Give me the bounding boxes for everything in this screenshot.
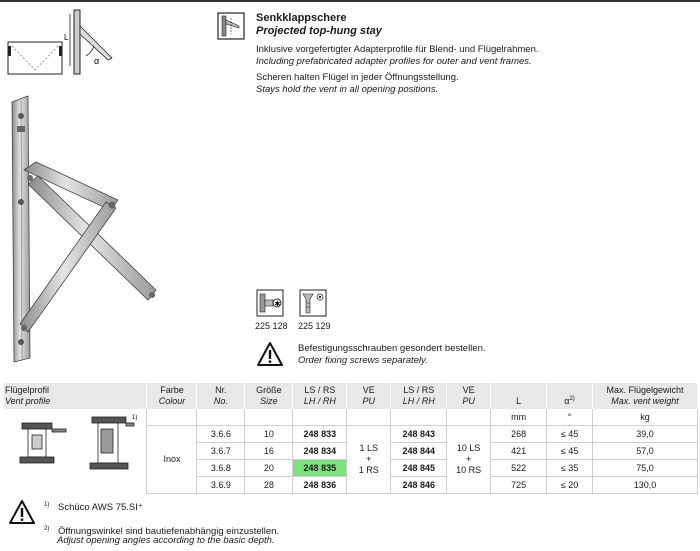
table-row: Inox 3.6.6 10 248 833 1 LS + 1 RS 248 843 10 LS + 10 RS 268 ≤ 45 39,0 [4,426,698,443]
top-rule [0,0,700,2]
notice-en: Order fixing screws separately. [298,355,428,366]
header-angle: $\alpha^{2)}$ [547,383,593,409]
profile-cross-section [4,409,144,481]
stay-illustration [6,92,166,364]
unit-angle: ° [547,409,593,426]
table-row: 3.6.7 16 248 834 248 844 421 ≤ 45 57,0 [4,443,698,460]
opening-diagram [4,6,116,78]
header-no: Nr. No. [197,383,245,409]
header-lsrs: LS / RS LH / RH [293,383,347,409]
highlighted-article: 248 835 [293,460,347,477]
spec-table [4,383,698,494]
notice-de: Befestigungsschrauben gesondert bestellen. [298,343,486,354]
description-1-en: Including prefabricated adapter profiles for outer and vent frames. [256,56,532,67]
description-1-de: Inklusive vorgefertigter Adapterprofile für Blend- und Flügelrahmen. [256,44,539,55]
pu-cell-2: 10 LS + 10 RS [447,426,491,494]
description-2-de: Scheren halten Flügel in jeder Öffnungsstellung. [256,72,459,83]
header-size: Größe Size [245,383,293,409]
header-weight: Max. Flügelgewicht Max. vent weight [593,383,698,409]
profile-footnote-marker: 1) [132,415,138,421]
table-units-row [4,409,698,426]
pu-cell-1: 1 LS + 1 RS [347,426,391,494]
svg-text:✱: ✱ [274,301,281,308]
screw-icon-torx [256,289,284,317]
footnote-2: $^{2)}$ Öffnungswinkel sind bautiefenabhängig einzustellen. [44,526,280,538]
screw-icon-countersunk [299,289,327,317]
header-colour: Farbe Colour [147,383,197,409]
warning-icon-footnote [8,499,36,525]
title-en: Projected top-hung stay [256,25,382,37]
table-row: 3.6.9 28 248 836 248 846 725 ≤ 20 130,0 [4,477,698,494]
header-profile: Flügelprofil Vent profile [4,383,147,409]
screw-code-2: 225 129 [298,321,331,331]
warning-icon [256,341,284,367]
header-lsrs-2: LS / RS LH / RH [391,383,447,409]
description-2-en: Stays hold the vent in all opening positions. [256,84,439,95]
profile-drawing-cell [4,409,147,494]
header-pu-2: VE PU [447,383,491,409]
diagram-label-alpha: α [94,56,100,66]
diagram-label-L: L [64,33,69,42]
unit-weight: kg [593,409,698,426]
screw-code-1: 225 128 [255,321,288,331]
header-pu: VE PU [347,383,391,409]
stay-product-icon [217,12,245,40]
footnote-1: $^{1)}$ Schüco AWS 75.SI⁺ [44,502,143,514]
table-row: 3.6.8 20 248 835 248 845 522 ≤ 35 75,0 [4,460,698,477]
header-length: L [491,383,547,409]
colour-cell: Inox [147,426,197,494]
unit-length: mm [491,409,547,426]
table-header-row [4,383,698,409]
title-de: Senkklappschere [256,12,347,24]
footnote-2-en: Adjust opening angles according to the basic depth. [57,535,275,546]
